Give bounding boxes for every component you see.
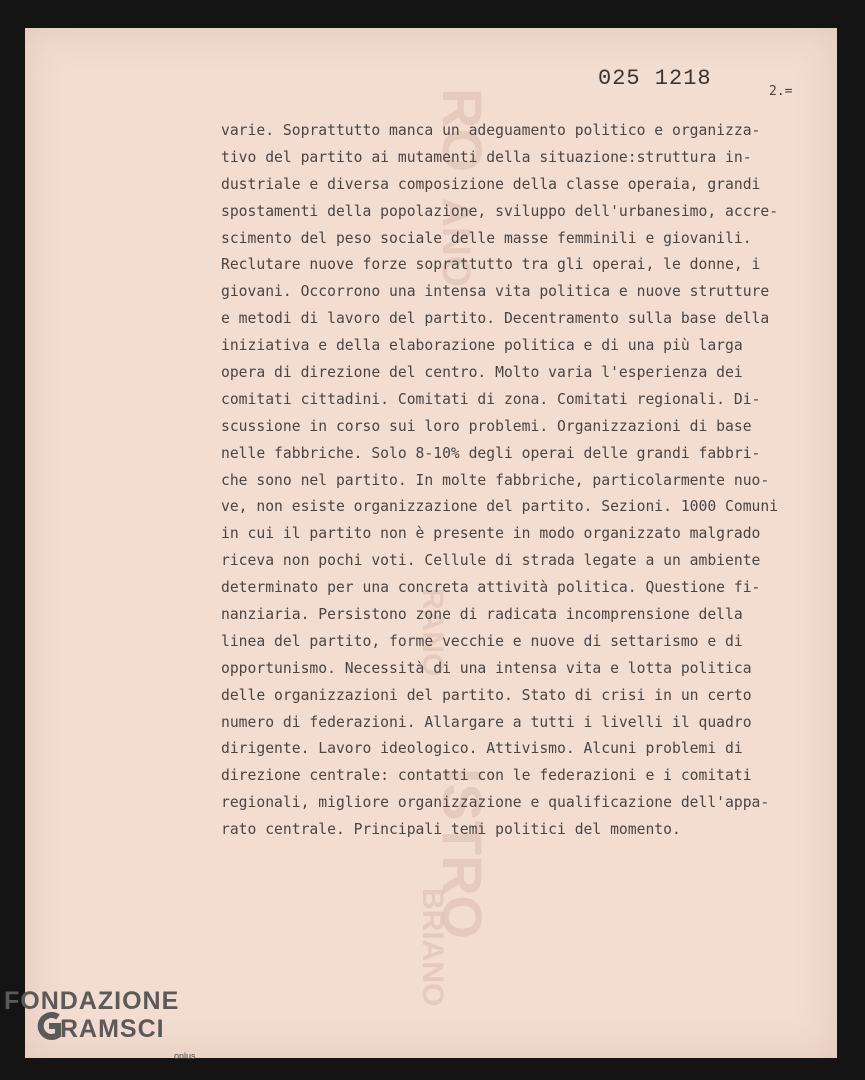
logo-subtitle: onlus bbox=[174, 1051, 196, 1061]
text-line: numero di federazioni. Allargare a tutti i livelli il quadro bbox=[221, 713, 752, 731]
text-line: tivo del partito ai mutamenti della situazione:struttura in- bbox=[221, 148, 752, 166]
svg-text:ISTRO: ISTRO bbox=[431, 768, 494, 940]
text-line: determinato per una concreta attività politica. Questione fi- bbox=[221, 579, 761, 597]
text-line: comitati cittadini. Comitati di zona. Comitati regionali. Di- bbox=[221, 390, 761, 408]
text-line: e metodi di lavoro del partito. Decentramento sulla base della bbox=[221, 310, 770, 328]
typed-text-body bbox=[221, 118, 778, 844]
text-line: in cui il partito non è presente in modo organizzato malgrado bbox=[221, 525, 761, 543]
text-line: dustriale e diversa composizione della classe operaia, grandi bbox=[221, 175, 761, 193]
archive-number: 025 1218 bbox=[598, 66, 712, 91]
text-line: delle organizzazioni del partito. Stato di crisi in un certo bbox=[221, 686, 752, 704]
text-line: riceva non pochi voti. Cellule di strada legate a un ambiente bbox=[221, 552, 761, 570]
page-number: 2.= bbox=[769, 84, 793, 99]
svg-text:RANO: RANO bbox=[416, 588, 449, 677]
logo-g-mark-icon bbox=[36, 1011, 62, 1041]
text-line: regionali, migliore organizzazione e qualificazione dell'appa- bbox=[221, 794, 770, 812]
logo-wordmark-top: FONDAZIONE bbox=[4, 987, 180, 1015]
text-line: opportunismo. Necessità di una intensa vita e lotta politica bbox=[221, 659, 752, 677]
text-line: varie. Soprattutto manca un adeguamento politico e organizza- bbox=[221, 122, 761, 139]
text-line: nelle fabbriche. Solo 8-10% degli operai delle grandi fabbri- bbox=[221, 444, 761, 462]
text-line: iniziativa e della elaborazione politica e di una più larga bbox=[221, 337, 743, 355]
text-line: giovani. Occorrono una intensa vita politica e nuove strutture bbox=[221, 283, 770, 301]
text-line: dirigente. Lavoro ideologico. Attivismo. Alcuni problemi di bbox=[221, 740, 743, 758]
text-line: opera di direzione del centro. Molto varia l'esperienza dei bbox=[221, 364, 743, 382]
text-line: direzione centrale: contatti con le federazioni e i comitati bbox=[221, 767, 752, 785]
text-line: rato centrale. Principali temi politici del momento. bbox=[221, 821, 681, 839]
svg-text:ANO: ANO bbox=[434, 198, 478, 287]
text-line: che sono nel partito. In molte fabbriche, particolarmente nuo- bbox=[221, 471, 770, 489]
text-line: Reclutare nuove forze soprattutto tra gli operai, le donne, i bbox=[221, 256, 761, 274]
text-line: ve, non esiste organizzazione del partito. Sezioni. 1000 Comuni bbox=[221, 498, 779, 516]
logo-wordmark-bottom: RAMSCI bbox=[60, 1015, 165, 1043]
svg-text:BRIANO: BRIANO bbox=[416, 888, 449, 1007]
text-line: scussione in corso sui loro problemi. Organizzazioni di base bbox=[221, 417, 752, 435]
document-page bbox=[25, 28, 837, 1058]
fondazione-gramsci-logo bbox=[4, 985, 214, 1075]
text-line: linea del partito, forme vecchie e nuove di settarismo e di bbox=[221, 632, 743, 650]
text-line: spostamenti della popolazione, sviluppo dell'urbanesimo, accre- bbox=[221, 202, 779, 220]
svg-text:RO: RO bbox=[431, 88, 494, 172]
text-line: scimento del peso sociale delle masse femminili e giovanili. bbox=[221, 229, 752, 247]
text-line: nanziaria. Persistono zone di radicata incomprensione della bbox=[221, 606, 743, 624]
